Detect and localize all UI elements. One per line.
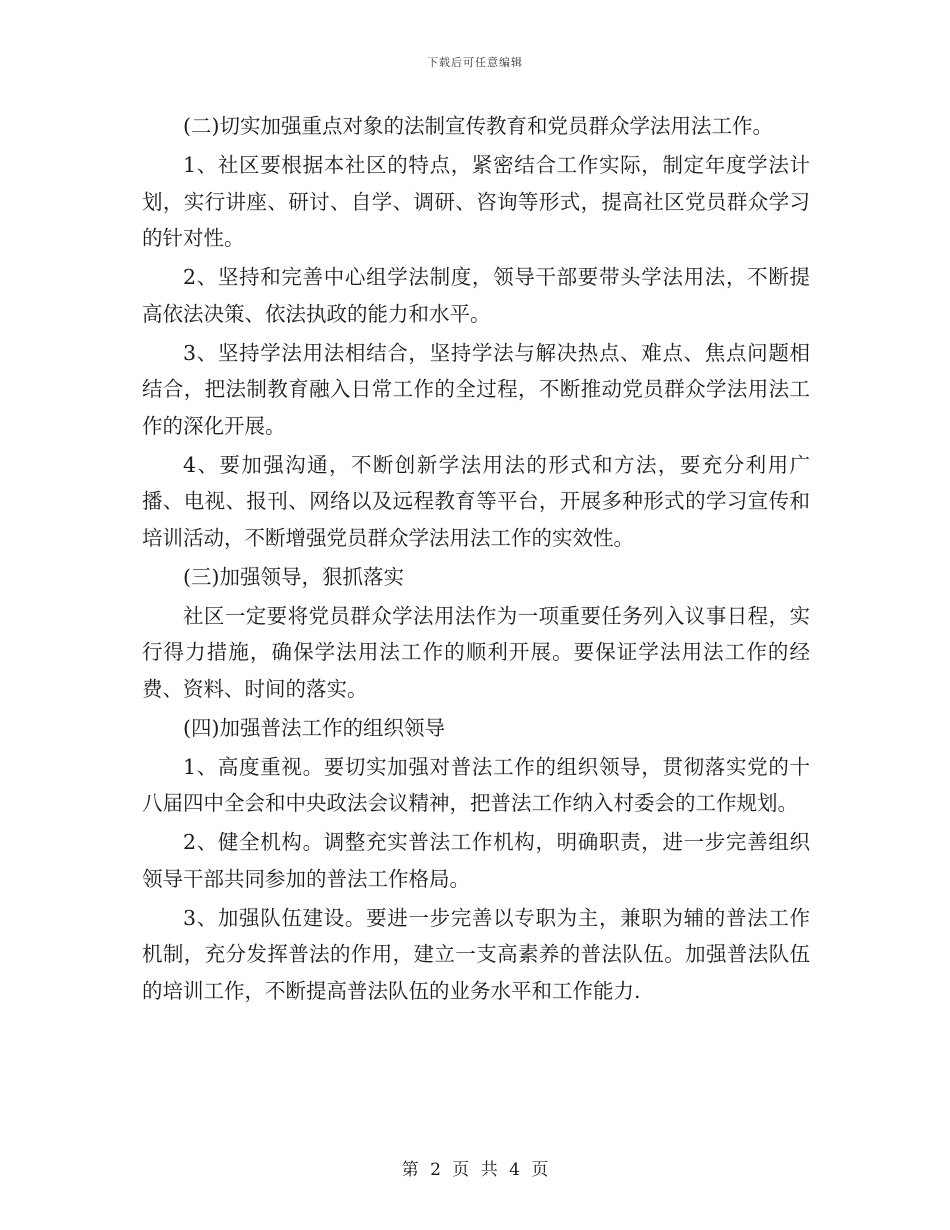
document-body bbox=[142, 108, 810, 1009]
paragraph-item-4-3: 3、加强队伍建设。要进一步完善以专职为主，兼职为辅的普法工作机制，充分发挥普法的作用，建立一支高素养的普法队伍。加强普法队伍的培训工作，不断提高普法队伍的业务水平和工作能力. bbox=[142, 905, 810, 1003]
paragraph-item-4: 4、要加强沟通，不断创新学法用法的形式和方法，要充分利用广播、电视、报刊、网络以及远程教育等平台，开展多种形式的学习宣传和培训活动，不断增强党员群众学法用法工作的实效性。 bbox=[142, 452, 810, 550]
paragraph-item-4-2: 2、健全机构。调整充实普法工作机构，明确职责，进一步完善组织领导干部共同参加的普法工作格局。 bbox=[142, 830, 810, 891]
paragraph-section-3: 社区一定要将党员群众学法用法作为一项重要任务列入议事日程，实行得力措施，确保学法用法工作的顺利开展。要保证学法用法工作的经费、资料、时间的落实。 bbox=[142, 603, 810, 701]
paragraph-item-3: 3、坚持学法用法相结合，坚持学法与解决热点、难点、焦点问题相结合，把法制教育融入日常工作的全过程，不断推动党员群众学法用法工作的深化开展。 bbox=[142, 340, 810, 438]
paragraph-item-1: 1、社区要根据本社区的特点，紧密结合工作实际，制定年度学法计划，实行讲座、研讨、自学、调研、咨询等形式，提高社区党员群众学习的针对性。 bbox=[142, 153, 810, 250]
header-note: 下载后可任意编辑 bbox=[427, 56, 523, 69]
section-heading-2: (二)切实加强重点对象的法制宣传教育和党员群众学法用法工作。 bbox=[183, 114, 773, 138]
section-heading-4: (四)加强普法工作的组织领导 bbox=[183, 715, 445, 740]
page-number: 第 2 页 共 4 页 bbox=[401, 1160, 549, 1180]
section-heading-3: (三)加强领导，狠抓落实 bbox=[183, 564, 404, 589]
paragraph-item-4-1: 1、高度重视。要切实加强对普法工作的组织领导，贯彻落实党的十八届四中全会和中央政法会议精神，把普法工作纳入村委会的工作规划。 bbox=[142, 754, 810, 815]
paragraph-item-2: 2、坚持和完善中心组学法制度，领导干部要带头学法用法，不断提高依法决策、依法执政的能力和水平。 bbox=[142, 265, 810, 326]
